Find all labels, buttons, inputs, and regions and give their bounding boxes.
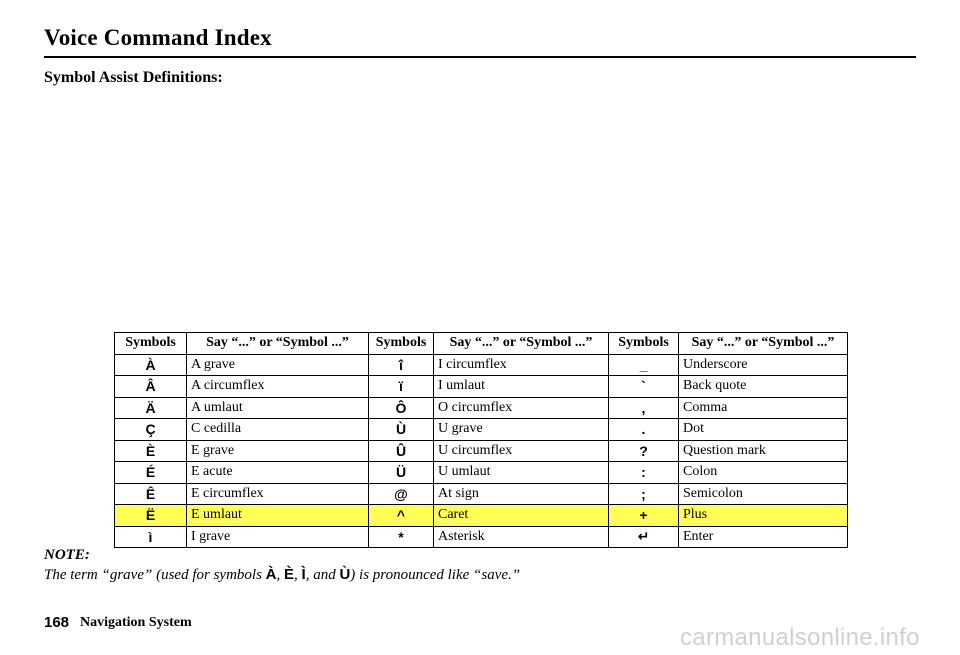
note-symbol: È xyxy=(284,566,295,583)
definition-cell: Back quote xyxy=(679,376,848,398)
section-subtitle: Symbol Assist Definitions: xyxy=(44,69,223,86)
symbol-cell: î xyxy=(369,354,434,376)
definition-cell: E circumflex xyxy=(187,483,369,505)
note-text xyxy=(44,566,520,584)
symbol-cell: Ô xyxy=(369,397,434,419)
title-divider xyxy=(44,56,916,58)
note-heading: NOTE: xyxy=(44,547,90,563)
symbol-cell: É xyxy=(115,462,187,484)
note-symbol: Ù xyxy=(339,566,351,583)
definition-cell: Enter xyxy=(679,526,848,548)
symbol-cell: Û xyxy=(369,440,434,462)
note-text-start: The term “grave” (used for symbols xyxy=(44,567,266,583)
definition-cell: Question mark xyxy=(679,440,848,462)
definition-cell: Caret xyxy=(434,505,609,527)
note-separator: , xyxy=(294,567,302,583)
table-row xyxy=(115,397,848,419)
symbol-cell: ì xyxy=(115,526,187,548)
definition-cell: Plus xyxy=(679,505,848,527)
header-symbols-2: Symbols xyxy=(369,333,434,355)
definition-cell: U circumflex xyxy=(434,440,609,462)
header-symbols-3: Symbols xyxy=(609,333,679,355)
definition-cell: E umlaut xyxy=(187,505,369,527)
definition-cell: I umlaut xyxy=(434,376,609,398)
definition-cell: U grave xyxy=(434,419,609,441)
table-header-row xyxy=(115,333,848,355)
definition-cell: E acute xyxy=(187,462,369,484)
definition-cell: I circumflex xyxy=(434,354,609,376)
definition-cell: Semicolon xyxy=(679,483,848,505)
definition-cell: Dot xyxy=(679,419,848,441)
definition-cell: C cedilla xyxy=(187,419,369,441)
definition-cell: A umlaut xyxy=(187,397,369,419)
symbol-cell: * xyxy=(369,526,434,548)
symbol-cell: ^ xyxy=(369,505,434,527)
symbol-cell: : xyxy=(609,462,679,484)
symbol-cell: _ xyxy=(609,354,679,376)
header-say-2: Say “...” or “Symbol ...” xyxy=(434,333,609,355)
page-number: 168 xyxy=(44,614,70,631)
definition-cell: U umlaut xyxy=(434,462,609,484)
definition-cell: Comma xyxy=(679,397,848,419)
table-row xyxy=(115,419,848,441)
symbol-cell: @ xyxy=(369,483,434,505)
watermark: carmanualsonline.info xyxy=(680,624,920,651)
definition-cell: O circumflex xyxy=(434,397,609,419)
symbol-cell: Ë xyxy=(115,505,187,527)
table-row-highlighted xyxy=(115,505,848,527)
definition-cell: I grave xyxy=(187,526,369,548)
table-row xyxy=(115,376,848,398)
header-say-3: Say “...” or “Symbol ...” xyxy=(679,333,848,355)
note-symbol: À xyxy=(265,566,277,583)
footer-section-name: Navigation System xyxy=(80,615,192,630)
table-row xyxy=(115,354,848,376)
symbol-cell: Ù xyxy=(369,419,434,441)
enter-icon: ↵ xyxy=(609,526,679,548)
note-symbol: Ì xyxy=(301,566,306,583)
definition-cell: E grave xyxy=(187,440,369,462)
symbol-cell: Ü xyxy=(369,462,434,484)
symbol-cell: ? xyxy=(609,440,679,462)
note-separator: , xyxy=(276,567,285,583)
definition-cell: Asterisk xyxy=(434,526,609,548)
table-row xyxy=(115,440,848,462)
symbol-cell: Ä xyxy=(115,397,187,419)
symbol-cell: . xyxy=(609,419,679,441)
symbol-cell: Ç xyxy=(115,419,187,441)
symbol-cell: ` xyxy=(609,376,679,398)
symbol-cell: , xyxy=(609,397,679,419)
header-symbols-1: Symbols xyxy=(115,333,187,355)
table-row xyxy=(115,462,848,484)
note-separator: , and xyxy=(305,567,340,583)
symbol-cell: ; xyxy=(609,483,679,505)
header-say-1: Say “...” or “Symbol ...” xyxy=(187,333,369,355)
page-title: Voice Command Index xyxy=(44,25,272,50)
symbol-cell: Ê xyxy=(115,483,187,505)
symbol-cell: Â xyxy=(115,376,187,398)
definition-cell: Underscore xyxy=(679,354,848,376)
definition-cell: At sign xyxy=(434,483,609,505)
symbol-cell: È xyxy=(115,440,187,462)
symbol-table xyxy=(114,332,848,548)
symbol-cell: + xyxy=(609,505,679,527)
symbol-cell: À xyxy=(115,354,187,376)
definition-cell: A grave xyxy=(187,354,369,376)
table-row xyxy=(115,526,848,548)
definition-cell: Colon xyxy=(679,462,848,484)
note-text-end: ) is pronounced like “save.” xyxy=(350,567,521,583)
symbol-cell: ï xyxy=(369,376,434,398)
table-row xyxy=(115,483,848,505)
definition-cell: A circumflex xyxy=(187,376,369,398)
